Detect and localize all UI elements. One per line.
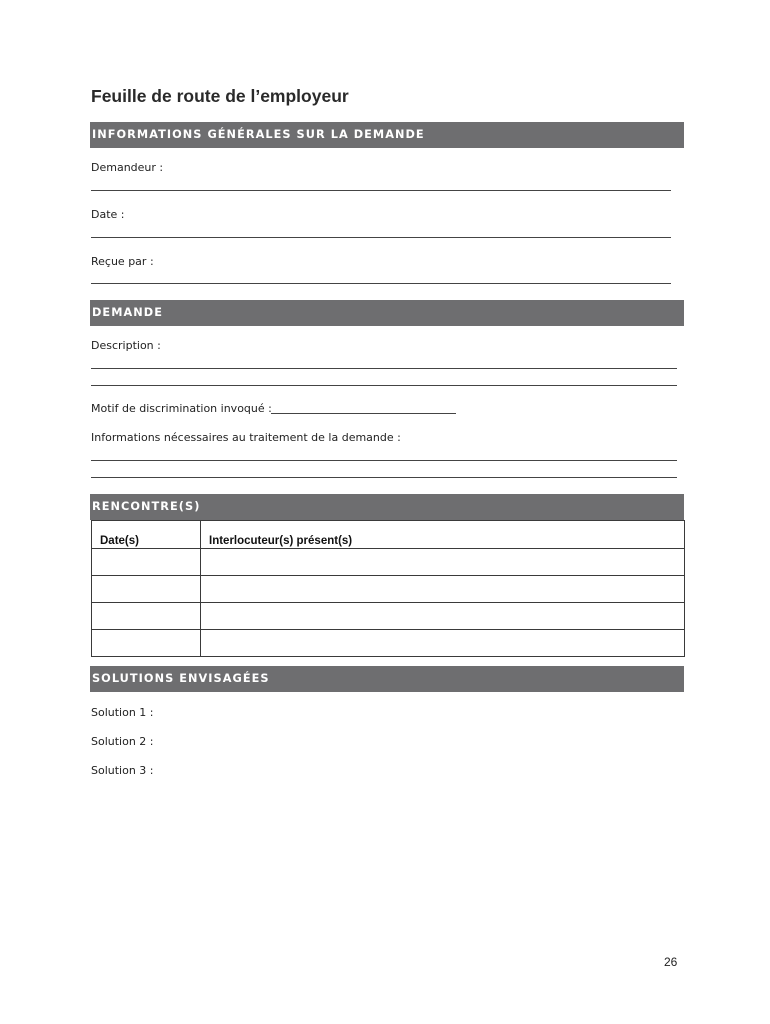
interlocuteur-cell[interactable]: [201, 549, 685, 576]
date-cell[interactable]: [92, 549, 201, 576]
date-label: Date :: [91, 208, 125, 221]
table-row: [92, 603, 685, 630]
motif-label: Motif de discrimination invoqué :: [91, 402, 272, 415]
date-field-line[interactable]: [91, 237, 671, 238]
section-header-demande: DEMANDE: [90, 300, 684, 326]
description-label: Description :: [91, 339, 161, 352]
column-header-interlocuteurs: Interlocuteur(s) présent(s): [201, 521, 685, 549]
interlocuteur-cell[interactable]: [201, 603, 685, 630]
interlocuteur-cell[interactable]: [201, 576, 685, 603]
motif-field-line[interactable]: [271, 413, 456, 414]
demandeur-label: Demandeur :: [91, 161, 164, 174]
interlocuteur-cell[interactable]: [201, 630, 685, 657]
section-header-solutions: SOLUTIONS ENVISAGÉES: [90, 666, 684, 692]
date-cell[interactable]: [92, 630, 201, 657]
demandeur-field-line[interactable]: [91, 190, 671, 191]
table-row: [92, 576, 685, 603]
rencontres-table: [91, 520, 685, 657]
recue-par-label: Reçue par :: [91, 255, 154, 268]
date-cell[interactable]: [92, 603, 201, 630]
page-title: Feuille de route de l’employeur: [91, 86, 349, 106]
informations-label: Informations nécessaires au traitement de la demande :: [91, 431, 401, 444]
table-header-row: [92, 521, 685, 549]
solution-2-label: Solution 2 :: [91, 735, 154, 748]
recue-par-field-line[interactable]: [91, 283, 671, 284]
description-field-line[interactable]: [91, 385, 677, 386]
section-header-general: INFORMATIONS GÉNÉRALES SUR LA DEMANDE: [90, 122, 684, 148]
section-header-rencontres: RENCONTRE(S): [90, 494, 684, 520]
informations-field-line[interactable]: [91, 460, 677, 461]
page-number: 26: [664, 955, 678, 969]
date-cell[interactable]: [92, 576, 201, 603]
table-row: [92, 549, 685, 576]
informations-field-line[interactable]: [91, 477, 677, 478]
table-row: [92, 630, 685, 657]
description-field-line[interactable]: [91, 368, 677, 369]
solution-1-label: Solution 1 :: [91, 706, 154, 719]
column-header-dates: Date(s): [92, 521, 201, 549]
solution-3-label: Solution 3 :: [91, 764, 154, 777]
